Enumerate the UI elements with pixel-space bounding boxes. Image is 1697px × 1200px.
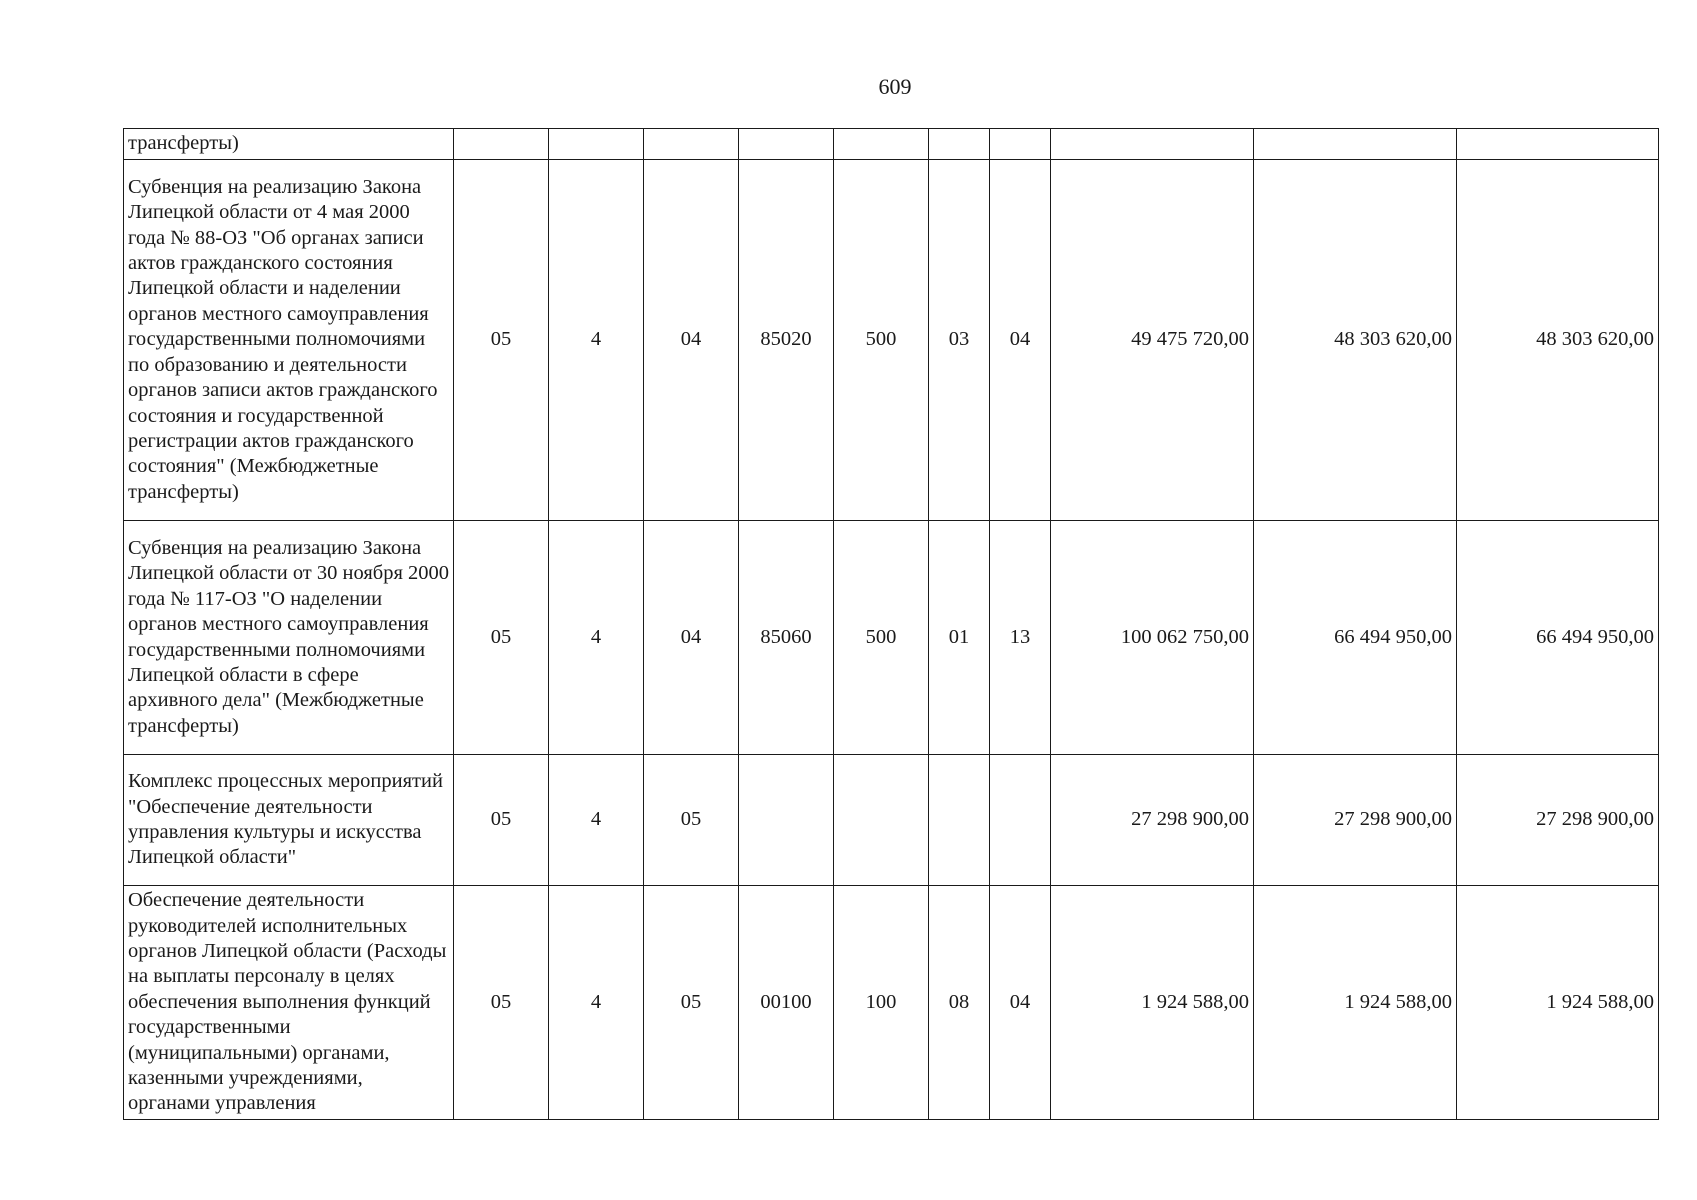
row-description: Субвенция на реализацию Закона Липецкой области от 30 ноября 2000 года № 117-ОЗ "О наделении органов местного самоуправления государственными полномочиями Липецкой области в сфере архивного дела" (Межбюджетные трансферты) xyxy=(124,521,454,755)
sum-1: 1 924 588,00 xyxy=(1051,886,1254,1120)
code-4 xyxy=(739,755,834,886)
table-row xyxy=(124,160,1659,521)
sum-2 xyxy=(1254,129,1457,160)
sum-1: 49 475 720,00 xyxy=(1051,160,1254,521)
sum-3: 27 298 900,00 xyxy=(1457,755,1659,886)
code-7: 04 xyxy=(990,886,1051,1120)
sum-3: 66 494 950,00 xyxy=(1457,521,1659,755)
code-4 xyxy=(739,129,834,160)
code-2 xyxy=(549,129,644,160)
code-5: 100 xyxy=(834,886,929,1120)
code-5: 500 xyxy=(834,160,929,521)
code-6: 03 xyxy=(929,160,990,521)
sum-3 xyxy=(1457,129,1659,160)
code-6 xyxy=(929,129,990,160)
code-3: 04 xyxy=(644,160,739,521)
table-row xyxy=(124,755,1659,886)
code-7: 13 xyxy=(990,521,1051,755)
sum-3: 1 924 588,00 xyxy=(1457,886,1659,1120)
code-1: 05 xyxy=(454,160,549,521)
code-3: 05 xyxy=(644,886,739,1120)
code-1: 05 xyxy=(454,755,549,886)
row-description: Субвенция на реализацию Закона Липецкой области от 4 мая 2000 года № 88-ОЗ "Об органах записи актов гражданского состояния Липецкой области и наделении органов местного самоуправления государственными полномочиями по образованию и деятельности органов записи актов гражданского состояния и государственной регистрации актов гражданского состояния" (Межбюджетные трансферты) xyxy=(124,160,454,521)
sum-2: 48 303 620,00 xyxy=(1254,160,1457,521)
row-description: Обеспечение деятельности руководителей исполнительных органов Липецкой области (Расходы на выплаты персоналу в целях обеспечения выполнения функций государственными (муниципальными) органами, казенными учреждениями, органами управления xyxy=(124,886,454,1120)
sum-2: 27 298 900,00 xyxy=(1254,755,1457,886)
code-1: 05 xyxy=(454,521,549,755)
code-7 xyxy=(990,129,1051,160)
code-5 xyxy=(834,755,929,886)
sum-2: 66 494 950,00 xyxy=(1254,521,1457,755)
code-2: 4 xyxy=(549,886,644,1120)
table-row xyxy=(124,521,1659,755)
sum-1: 27 298 900,00 xyxy=(1051,755,1254,886)
code-1: 05 xyxy=(454,886,549,1120)
code-4: 00100 xyxy=(739,886,834,1120)
page-number: 609 xyxy=(878,74,912,99)
code-5 xyxy=(834,129,929,160)
row-description: трансферты) xyxy=(124,129,454,160)
sum-2: 1 924 588,00 xyxy=(1254,886,1457,1120)
code-3 xyxy=(644,129,739,160)
code-6: 08 xyxy=(929,886,990,1120)
code-2: 4 xyxy=(549,755,644,886)
sum-1 xyxy=(1051,129,1254,160)
code-2: 4 xyxy=(549,521,644,755)
code-4: 85060 xyxy=(739,521,834,755)
sum-1: 100 062 750,00 xyxy=(1051,521,1254,755)
code-3: 05 xyxy=(644,755,739,886)
code-7 xyxy=(990,755,1051,886)
code-3: 04 xyxy=(644,521,739,755)
table-row xyxy=(124,886,1659,1120)
code-6 xyxy=(929,755,990,886)
sum-3: 48 303 620,00 xyxy=(1457,160,1659,521)
row-description: Комплекс процессных мероприятий "Обеспечение деятельности управления культуры и искусства Липецкой области" xyxy=(124,755,454,886)
code-5: 500 xyxy=(834,521,929,755)
table-row xyxy=(124,129,1659,160)
code-2: 4 xyxy=(549,160,644,521)
code-1 xyxy=(454,129,549,160)
budget-table xyxy=(123,128,1659,1120)
code-6: 01 xyxy=(929,521,990,755)
code-4: 85020 xyxy=(739,160,834,521)
code-7: 04 xyxy=(990,160,1051,521)
